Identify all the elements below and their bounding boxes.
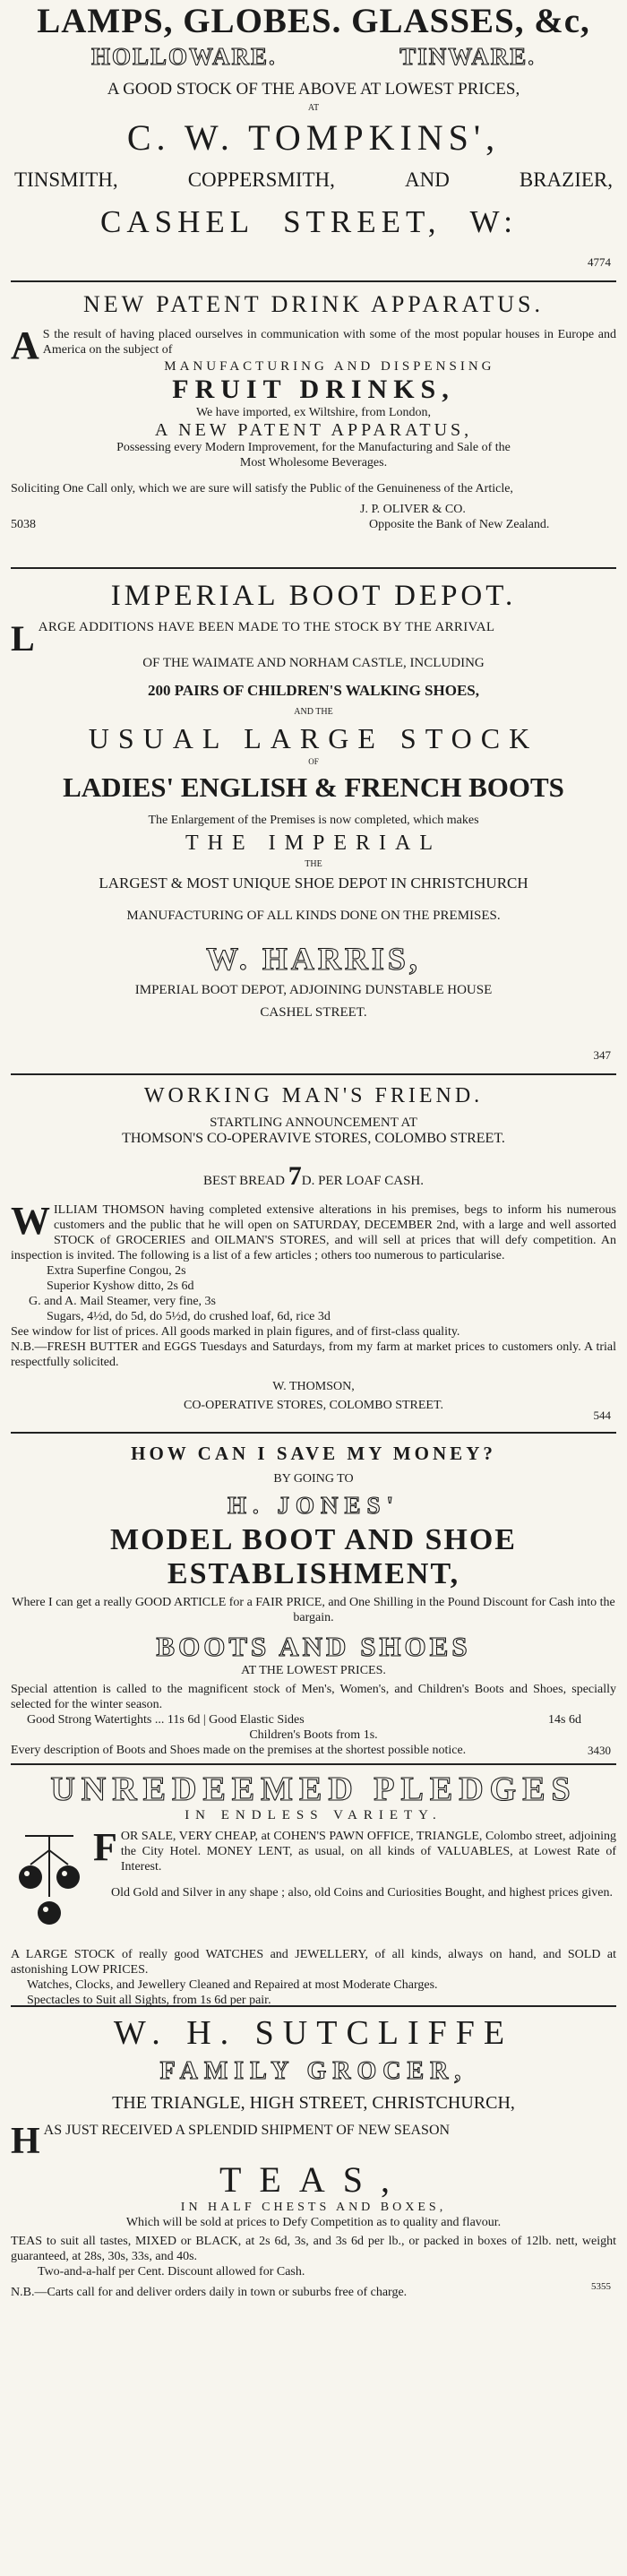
ad-harris-headline: IMPERIAL BOOT DEPOT.: [110, 580, 517, 612]
ad-thomson-stores: THOMSON'S CO-OPERAVIVE STORES, COLOMBO STREET.: [122, 1131, 505, 1146]
ad-jones-headline: HOW CAN I SAVE MY MONEY?: [131, 1443, 496, 1464]
ad-tompkins-trade-3: AND: [404, 168, 450, 191]
ad-thomson-body: ILLIAM THOMSON having completed extensive alterations in his premises, begs to inform his numerous customers and the public that he will open on SATURDAY, DECEMBER 2nd, with a large and well assorted STOCK of GROCERIES and OILMAN'S STORES, and will sell at prices that will defy competition. An inspection is invited. The following is a list of a few articles ; others too numerous to particularise.: [11, 1203, 616, 1262]
ad-thomson-signature-address: CO-OPERATIVE STORES, COLOMBO STREET.: [183, 1399, 443, 1412]
ad-thomson-bread-pre: BEST BREAD: [202, 1174, 285, 1188]
ad-jones-watertights-left: Good Strong Watertights ... 11s 6d | Good Elastic Sides: [27, 1713, 305, 1727]
ad-tompkins-trade-2: COPPERSMITH,: [187, 168, 335, 191]
ad-thomson-item-2: Superior Kyshow ditto, 2s 6d: [47, 1279, 194, 1293]
ad-cohen-headline: UNREDEEMED PLEDGES: [50, 1770, 577, 1808]
ad-oliver-apparatus: A NEW PATENT APPARATUS,: [154, 420, 473, 440]
ad-sutcliffe-discount: Two-and-a-half per Cent. Discount allowed for Cash.: [38, 2265, 305, 2279]
ad-sutcliffe-teas: TEAS,: [219, 2159, 408, 2200]
ad-thomson-bread-post: D. PER LOAF CASH.: [301, 1174, 425, 1188]
ad-oliver: [11, 282, 616, 569]
ad-jones-ref: 3430: [588, 1744, 611, 1757]
ad-sutcliffe-sold: Which will be sold at prices to Defy Competition as to quality and flavour.: [125, 2216, 502, 2229]
ad-sutcliffe-dropcap: H: [11, 2121, 40, 2162]
ad-jones-watertights: [11, 1712, 616, 1727]
ad-sutcliffe-just: AS JUST RECEIVED A SPLENDID SHIPMENT OF NEW SEASON: [43, 2123, 451, 2138]
ad-oliver-firm: J. P. OLIVER & CO.: [360, 503, 466, 516]
ad-tompkins-ref: 4774: [588, 255, 611, 269]
ad-harris-dropcap: L: [11, 618, 35, 659]
ad-jones-establishment: ESTABLISHMENT,: [167, 1557, 460, 1590]
ad-harris-owner: W. HARRIS,: [206, 941, 421, 977]
ad-cohen-dropcap: F: [93, 1825, 117, 1869]
ad-harris-ladies: LADIES' ENGLISH & FRENCH BOOTS: [63, 771, 564, 803]
ad-oliver-address: Opposite the Bank of New Zealand.: [369, 518, 550, 531]
ad-tompkins-at: AT: [307, 103, 320, 113]
ad-thomson-nb: N.B.—FRESH BUTTER and EGGS Tuesdays and Saturdays, from my farm at market prices to customers only. A trial respectfully solicited.: [11, 1340, 616, 1369]
ad-thomson-bread-num: 7: [288, 1161, 302, 1191]
ad-harris-line3: 200 PAIRS OF CHILDREN'S WALKING SHOES,: [148, 682, 479, 699]
ad-thomson-item-3: G. and A. Mail Steamer, very fine, 3s: [29, 1295, 217, 1308]
ad-thomson-item-4: Sugars, 4½d, do 5d, do 5½d, do crushed loaf, 6d, rice 3d: [47, 1310, 331, 1323]
ad-tompkins-subhead: [11, 43, 616, 71]
ad-oliver-soliciting: Soliciting One Call only, which we are sure will satisfy the Public of the Genuineness of the Article,: [11, 482, 513, 495]
ad-jones-every: Every description of Boots and Shoes made on the premises at the shortest possible notice.: [11, 1744, 467, 1757]
ad-sutcliffe: [11, 2007, 616, 2303]
ad-sutcliffe-nb: N.B.—Carts call for and deliver orders daily in town or suburbs free of charge.: [11, 2286, 408, 2299]
ad-cohen-top-block: [11, 1825, 616, 1947]
ad-oliver-imported: We have imported, ex Wiltshire, from London,: [195, 406, 432, 419]
ad-tompkins: [11, 0, 616, 282]
ad-oliver-intro: S the result of having placed ourselves in communication with some of the most popular houses in Europe and America on the subject of: [42, 328, 616, 357]
ad-harris-address1: IMPERIAL BOOT DEPOT, ADJOINING DUNSTABLE HOUSE: [134, 983, 493, 997]
ad-tompkins-street-mid: STREET,: [283, 204, 442, 239]
ad-thomson-bread: [11, 1161, 616, 1192]
ad-thomson-body-block: [11, 1199, 616, 1263]
ad-thomson-window: See window for list of prices. All goods marked in plain figures, and of first-class quality.: [11, 1325, 460, 1339]
ad-harris-of: OF: [308, 757, 319, 766]
ad-thomson-dropcap: W: [11, 1199, 50, 1243]
ad-harris-ref: 347: [593, 1048, 611, 1062]
ad-cohen-sub: IN ENDLESS VARIETY.: [185, 1808, 442, 1822]
ad-sutcliffe-family: FAMILY GROCER,: [159, 2057, 468, 2085]
ad-oliver-footer: [11, 517, 616, 532]
ad-thomson-item-1: Extra Superfine Congou, 2s: [47, 1264, 186, 1278]
ad-harris-address2: CASHEL STREET.: [260, 1005, 367, 1020]
ad-harris-the: THE: [305, 859, 322, 869]
ad-tompkins-street: [11, 204, 616, 240]
ad-cohen: [11, 1765, 616, 2007]
ad-jones-model: MODEL BOOT AND SHOE: [110, 1523, 517, 1556]
ad-tompkins-street-right: W:: [469, 204, 518, 239]
ad-tompkins-stock-line: A GOOD STOCK OF THE ABOVE AT LOWEST PRICES,: [107, 80, 520, 99]
ad-jones-watertights-right: 14s 6d: [548, 1713, 581, 1727]
ad-thomson-signature: W. THOMSON,: [272, 1380, 355, 1393]
ad-sutcliffe-headline: W. H. SUTCLIFFE: [113, 2014, 514, 2052]
ad-cohen-spectacles: Spectacles to Suit all Sights, from 1s 6d per pair.: [27, 1994, 271, 2007]
ad-thomson-headline: WORKING MAN'S FRIEND.: [143, 1084, 484, 1107]
ad-tompkins-trades: [11, 168, 616, 192]
ad-tompkins-trade-1: TINSMITH,: [14, 168, 118, 191]
ad-tompkins-street-left: CASHEL: [100, 204, 255, 239]
ad-oliver-headline: NEW PATENT DRINK APPARATUS.: [83, 291, 544, 317]
ad-tompkins-headline: LAMPS, GLOBES. GLASSES, &c,: [37, 2, 590, 40]
ad-tompkins-trade-4: BRAZIER,: [519, 168, 613, 191]
ad-cohen-body: OR SALE, VERY CHEAP, at COHEN'S PAWN OFFICE, TRIANGLE, Colombo street, adjoining the City Hotel. MONEY LENT, as usual, on all kinds of VALUABLES, at Lowest Rate of Interest.: [120, 1830, 616, 1874]
ad-tompkins-name: C. W. TOMPKINS',: [126, 117, 501, 158]
ad-sutcliffe-just-block: [11, 2121, 616, 2162]
ad-jones-by-going: BY GOING TO: [273, 1472, 354, 1486]
ad-tompkins-holloware: HOLLOWARE.: [91, 43, 277, 70]
ad-harris-line2: OF THE WAIMATE AND NORHAM CASTLE, INCLUDING: [142, 656, 485, 670]
ad-oliver-possessing: Possessing every Modern Improvement, for the Manufacturing and Sale of the: [116, 441, 511, 454]
ad-cohen-body-block: [93, 1825, 616, 1874]
ad-thomson: [11, 1075, 616, 1434]
ad-sutcliffe-chests: IN HALF CHESTS AND BOXES,: [180, 2201, 447, 2214]
ad-jones-name: H. JONES': [227, 1492, 400, 1519]
ad-harris-line1-block: [11, 618, 616, 659]
ad-harris-the-imperial: THE IMPERIAL: [185, 831, 442, 855]
ad-sutcliffe-address: THE TRIANGLE, HIGH STREET, CHRISTCHURCH,: [112, 2093, 515, 2113]
ad-harris-and-the: AND THE: [294, 707, 333, 717]
ad-tompkins-tinware: TINWARE.: [399, 43, 536, 70]
ad-oliver-ref: 5038: [11, 518, 36, 531]
ad-harris-enlargement: The Enlargement of the Premises is now completed, which makes: [148, 814, 479, 827]
pawnbroker-balls-icon: [18, 1829, 81, 1941]
ad-harris-usual: USUAL LARGE STOCK: [88, 722, 539, 754]
ad-oliver-product: FRUIT DRINKS,: [172, 375, 455, 404]
ad-sutcliffe-teas-to: TEAS to suit all tastes, MIXED or BLACK, at 2s 6d, 3s, and 3s 6d per lb., or packed in boxes of 12lb. nett, weight guaranteed, at 28s, 30s, 33s, and 40s.: [11, 2235, 616, 2263]
ad-harris-line1: ARGE ADDITIONS HAVE BEEN MADE TO THE STOCK BY THE ARRIVAL: [38, 620, 495, 634]
ad-harris-manufacturing: MANUFACTURING OF ALL KINDS DONE ON THE PREMISES.: [126, 909, 501, 923]
ad-jones-where: Where I can get a really GOOD ARTICLE for a FAIR PRICE, and One Shilling in the Pound Discount for Cash into the bargain.: [12, 1596, 615, 1624]
ad-sutcliffe-ref: 5355: [591, 2281, 611, 2292]
ad-thomson-ref: 544: [593, 1409, 611, 1422]
ad-jones-childrens: Children's Boots from 1s.: [249, 1728, 378, 1742]
ad-oliver-dropcap: A: [11, 323, 39, 367]
ad-thomson-startling: STARTLING ANNOUNCEMENT AT: [210, 1116, 417, 1130]
ad-jones: [11, 1434, 616, 1765]
ad-cohen-large: A LARGE STOCK of really good WATCHES and JEWELLERY, of all kinds, always on hand, and SOLD at astonishing LOW PRICES.: [11, 1948, 616, 1977]
ad-jones-boots: BOOTS AND SHOES: [156, 1631, 471, 1662]
ad-harris-largest: LARGEST & MOST UNIQUE SHOE DEPOT IN CHRISTCHURCH: [99, 874, 528, 892]
ad-oliver-subject: MANUFACTURING AND DISPENSING: [164, 359, 495, 374]
ad-oliver-beverages: Most Wholesome Beverages.: [239, 456, 388, 470]
ad-jones-special: Special attention is called to the magnificent stock of Men's, Women's, and Children's Boots and Shoes, specially selected for the winter season.: [11, 1683, 616, 1711]
ad-cohen-watches: Watches, Clocks, and Jewellery Cleaned and Repaired at most Moderate Charges.: [27, 1978, 438, 1992]
ad-harris: [11, 569, 616, 1075]
ad-jones-lowest: AT THE LOWEST PRICES.: [241, 1664, 386, 1677]
ad-cohen-gold: Old Gold and Silver in any shape ; also, old Coins and Curiosities Bought, and highest prices given.: [111, 1886, 613, 1900]
